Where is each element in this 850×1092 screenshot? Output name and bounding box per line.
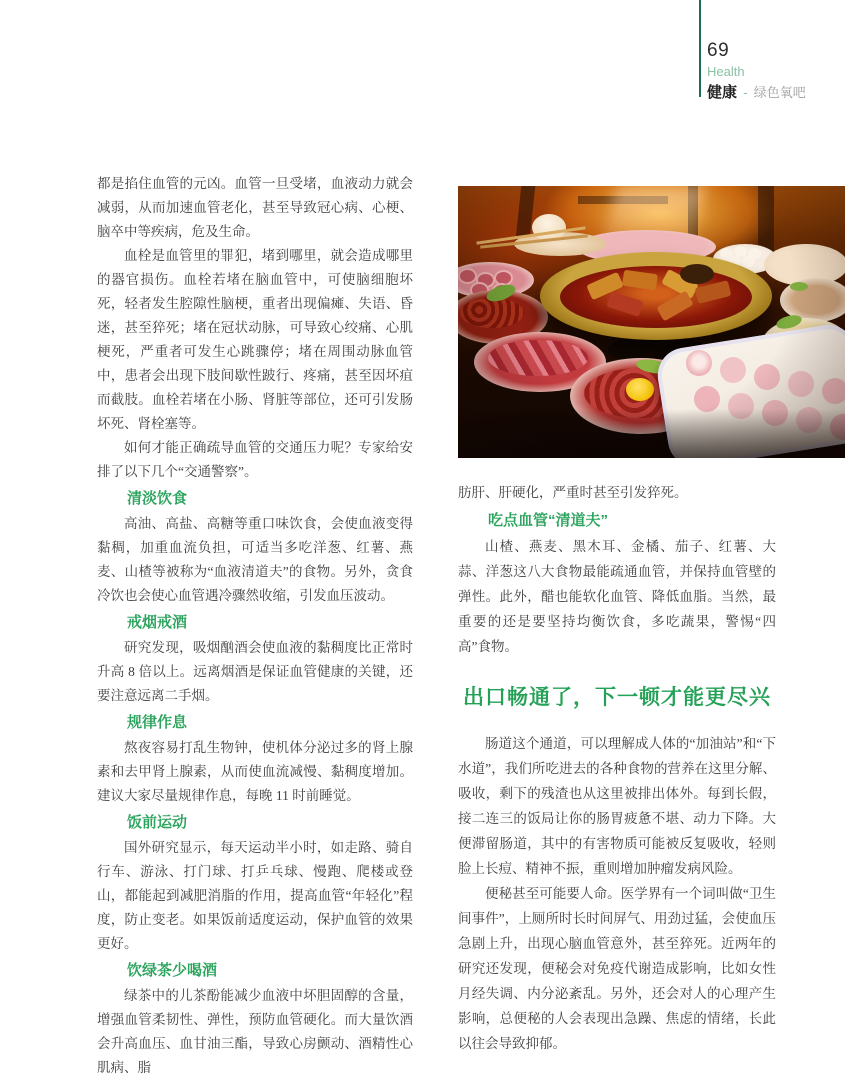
section-subtitle: 绿色氧吧 xyxy=(753,85,806,100)
section-title-zh: 健康 xyxy=(707,84,738,101)
hotpot-photo xyxy=(458,186,845,458)
subheading-quit-smoking-drinking: 戒烟戒酒 xyxy=(127,614,188,631)
left-column xyxy=(97,172,413,1080)
subheading-light-diet: 清淡饮食 xyxy=(127,490,188,507)
article-heading-bowel: 出口畅通了，下一顿才能更尽兴 xyxy=(463,686,771,709)
section-label-en: Health xyxy=(707,64,745,79)
body-paragraph: 便秘甚至可能要人命。医学界有一个词叫做“卫生间事件”，上厕所时长时间屏气、用劲过猛，会使血压急剧上升，出现心脑血管意外，甚至猝死。近两年的研究还发现，便秘会对免疫代谢造成影响，比如女性月经失调、内分泌紊乱。另外，还会对人的心理产生影响，总便秘的人会表现出急躁、焦虑的情绪，长此以往会导致抑郁。 xyxy=(458,886,776,1051)
subheading-regular-schedule: 规律作息 xyxy=(127,714,188,731)
body-paragraph: 肠道这个通道，可以理解成人体的“加油站”和“下水道”，我们所吃进去的各种食物的营养在这里分解、吸收，剩下的残渣也从这里被排出体外。每到长假，接二连三的饭局让你的肠胃疲惫不堪、动力下降。大便滞留肠道，其中的有害物质可能被反复吸收，轻则脸上长痘、精神不振，重则增加肿瘤发病风险。 xyxy=(458,736,776,876)
body-paragraph: 都是掐住血管的元凶。血管一旦受堵，血液动力就会减弱，从而加速血管老化，甚至导致冠心病、心梗、脑卒中等疾病，危及生命。 xyxy=(97,176,413,239)
body-paragraph: 国外研究显示，每天运动半小时，如走路、骑自行车、游泳、打门球、打乒乓球、慢跑、爬楼或登山，都能起到减肥消脂的作用，提高血管“年轻化”程度，防止变老。如果饭前适度运动，保护血管的效果更好。 xyxy=(97,840,413,951)
body-paragraph: 高油、高盐、高糖等重口味饮食，会使血液变得黏稠，加重血流负担，可适当多吃洋葱、红薯、燕麦、山楂等被称为“血液清道夫”的食物。另外，贪食冷饮也会使心血管遇冷骤然收缩，引发血压波动。 xyxy=(97,516,413,603)
subheading-green-tea-less-alcohol: 饮绿茶少喝酒 xyxy=(127,962,218,979)
section-title-dash: - xyxy=(743,85,748,100)
body-paragraph: 研究发现，吸烟酗酒会使血液的黏稠度比正常时升高 8 倍以上。远离烟酒是保证血管健康的关键，还要注意远离二手烟。 xyxy=(97,640,413,703)
header-divider-line xyxy=(699,0,701,97)
body-paragraph: 山楂、燕麦、黑木耳、金橘、茄子、红薯、大蒜、洋葱这八大食物最能疏通血管，并保持血管壁的弹性。此外，醋也能软化血管、降低血脂。当然，最重要的还是要坚持均衡饮食，多吃蔬果，警惕“四高”食物。 xyxy=(458,539,776,654)
right-column xyxy=(458,480,776,1056)
body-paragraph: 血栓是血管里的罪犯，堵到哪里，就会造成哪里的器官损伤。血栓若堵在脑血管中，可使脑细胞坏死，轻者发生腔隙性脑梗，重者出现偏瘫、失语、昏迷，甚至猝死；堵在冠状动脉，可导致心绞痛、心肌梗死，严重者可发生心跳骤停；堵在周围动脉血管中，患者会出现下肢间歇性跛行、疼痛，甚至因坏疽而截肢。血栓若堵在小肠、肾脏等部位，还可引发肠坏死、肾栓塞等。 xyxy=(97,248,413,431)
body-paragraph: 肪肝、肝硬化，严重时甚至引发猝死。 xyxy=(458,485,688,500)
photo-vignette xyxy=(458,186,845,458)
page-number: 69 xyxy=(707,40,730,61)
body-paragraph: 如何才能正确疏导血管的交通压力呢？专家给安排了以下几个“交通警察”。 xyxy=(97,440,413,479)
body-paragraph: 熬夜容易打乱生物钟，使机体分泌过多的肾上腺素和去甲肾上腺素，从而使血流减慢、黏稠度增加。建议大家尽量规律作息，每晚 11 时前睡觉。 xyxy=(97,740,413,803)
subheading-exercise-before-meals: 饭前运动 xyxy=(127,814,188,831)
body-paragraph: 绿茶中的儿茶酚能减少血液中坏胆固醇的含量，增强血管柔韧性、弹性，预防血管硬化。而大量饮酒会升高血压、血甘油三酯，导致心房颤动、酒精性心肌病、脂 xyxy=(97,988,413,1075)
subheading-vessel-scavenger-foods: 吃点血管“清道夫” xyxy=(488,512,609,529)
section-title xyxy=(707,81,806,102)
